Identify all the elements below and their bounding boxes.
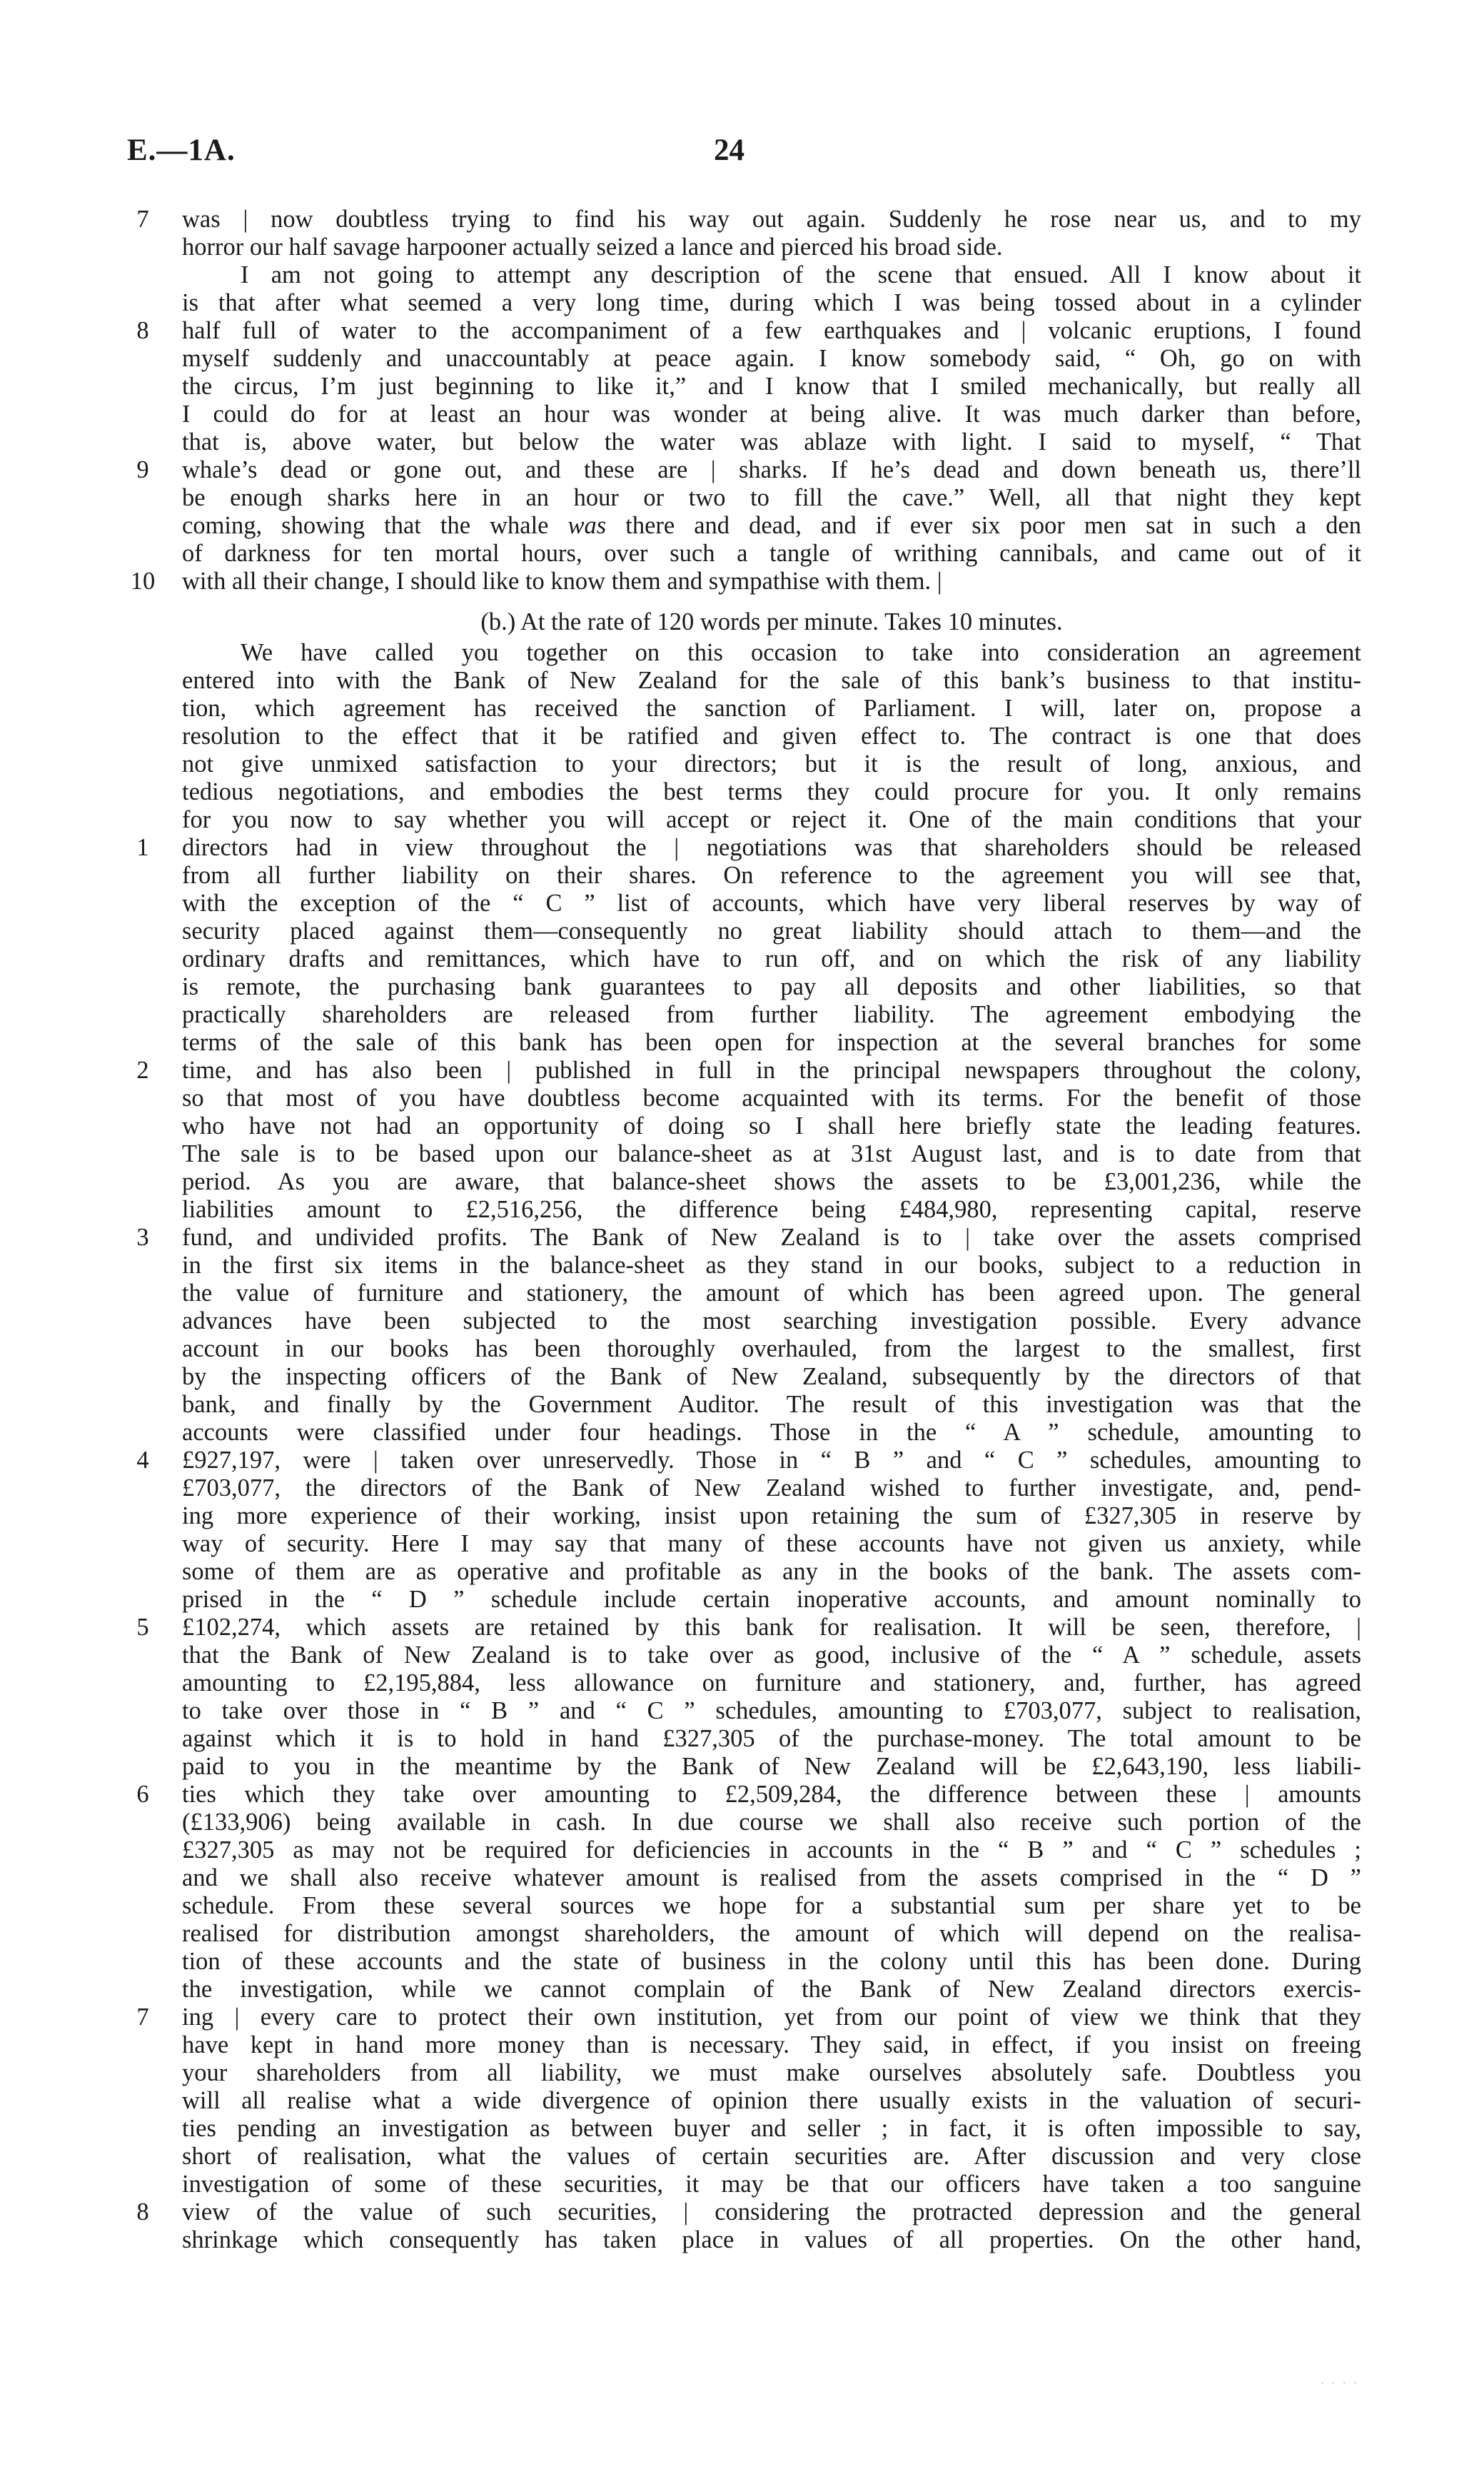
text-line: ties pending an investigation as between buyer and seller ; in fact, it is often impossible to say,: [182, 2115, 1361, 2142]
margin-number: 1: [136, 834, 149, 861]
text-line: your shareholders from all liability, we must make ourselves absolutely safe. Doubtless you: [182, 2059, 1361, 2086]
text-line: short of realisation, what the values of certain securities are. After discussion and very close: [182, 2143, 1361, 2170]
text-line: of darkness for ten mortal hours, over such a tangle of writhing cannibals, and came out of it: [182, 540, 1361, 567]
text-line: the investigation, while we cannot complain of the Bank of New Zealand directors exercis-: [182, 1976, 1361, 2003]
text-line: whale’s dead or gone out, and these are | sharks. If he’s dead and down beneath us, there’ll: [182, 456, 1361, 483]
text-line: account in our books has been thoroughly overhauled, from the largest to the smallest, first: [182, 1335, 1361, 1362]
text-line: to take over those in “ B ” and “ C ” schedules, amounting to £703,077, subject to realisation,: [182, 1697, 1361, 1724]
text-line: with all their change, I should like to know them and sympathise with them. |: [182, 568, 942, 595]
margin-number: 5: [136, 1614, 149, 1641]
text-line: tedious negotiations, and embodies the best terms they could procure for you. It only remains: [182, 778, 1361, 805]
text-line: accounts were classified under four headings. Those in the “ A ” schedule, amounting to: [182, 1419, 1361, 1446]
text-line: in the first six items in the balance-sheet as they stand in our books, subject to a reduction in: [182, 1252, 1361, 1279]
text-line: was | now doubtless trying to find his way out again. Suddenly he rose near us, and to my: [182, 206, 1361, 233]
text-line: entered into with the Bank of New Zealand for the sale of this bank’s business to that institu-: [182, 667, 1361, 694]
text-line: We have called you together on this occasion to take into consideration an agreement: [241, 639, 1361, 666]
text-line: some of them are as operative and profitable as any in the books of the bank. The assets com-: [182, 1558, 1361, 1585]
text-line: with the exception of the “ C ” list of accounts, which have very liberal reserves by way of: [182, 890, 1361, 917]
text-line: is remote, the purchasing bank guarantees to pay all deposits and other liabilities, so that: [182, 973, 1361, 1000]
text-line: ties which they take over amounting to £2,509,284, the difference between these | amounts: [182, 1781, 1361, 1808]
text-line: ing more experience of their working, insist upon retaining the sum of £327,305 in reserve by: [182, 1502, 1361, 1529]
margin-number: 8: [136, 2198, 149, 2226]
text-segment: coming, showing that the whale: [182, 512, 549, 539]
text-line: terms of the sale of this bank has been open for inspection at the several branches for some: [182, 1029, 1361, 1056]
text-line: bank, and finally by the Government Auditor. The result of this investigation was that the: [182, 1391, 1361, 1418]
text-line: (£133,906) being available in cash. In due course we shall also receive such portion of the: [182, 1809, 1361, 1836]
text-line: period. As you are aware, that balance-sheet shows the assets to be £3,001,236, while the: [182, 1168, 1361, 1195]
text-line: from all further liability on their shares. On reference to the agreement you will see that,: [182, 862, 1361, 889]
text-line: paid to you in the meantime by the Bank of New Zealand will be £2,643,190, less liabili-: [182, 1753, 1361, 1780]
text-line: and we shall also receive whatever amount is realised from the assets comprised in the “ D ”: [182, 1864, 1361, 1891]
text-line: the circus, I’m just beginning to like it,” and I know that I smiled mechanically, but really all: [182, 373, 1361, 400]
text-line: half full of water to the accompaniment of a few earthquakes and | volcanic eruptions, I found: [182, 317, 1361, 344]
margin-number: 3: [136, 1224, 149, 1251]
margin-number: 7: [136, 2003, 149, 2031]
text-line: will all realise what a wide divergence of opinion there usually exists in the valuation of securi-: [182, 2087, 1361, 2114]
text-line: is that after what seemed a very long time, during which I was being tossed about in a cylinder: [182, 289, 1361, 316]
text-line: myself suddenly and unaccountably at peace again. I know somebody said, “ Oh, go on with: [182, 345, 1361, 372]
text-line: so that most of you have doubtless become acquainted with its terms. For the benefit of those: [182, 1085, 1361, 1112]
text-line: I am not going to attempt any description of the scene that ensued. All I know about it: [241, 261, 1361, 288]
text-line: prised in the “ D ” schedule include certain inoperative accounts, and amount nominally to: [182, 1586, 1361, 1613]
paper-reference: E.—1A.: [127, 134, 236, 167]
text-line: against which it is to hold in hand £327,305 of the purchase-money. The total amount to be: [182, 1725, 1361, 1752]
margin-number: 7: [136, 206, 149, 233]
text-line: resolution to the effect that it be ratified and given effect to. The contract is one that does: [182, 723, 1361, 750]
text-line: that is, above water, but below the water was ablaze with light. I said to myself, “ That: [182, 428, 1361, 456]
section-b-heading: (b.) At the rate of 120 words per minute. Takes 10 minutes.: [480, 608, 1063, 635]
text-line: shrinkage which consequently has taken place in values of all properties. On the other hand,: [182, 2226, 1361, 2253]
text-line: £703,077, the directors of the Bank of New Zealand wished to further investigate, and, pend-: [182, 1474, 1361, 1502]
text-line: tion, which agreement has received the sanction of Parliament. I will, later on, propose a: [182, 695, 1361, 722]
text-line: practically shareholders are released from further liability. The agreement embodying the: [182, 1001, 1361, 1028]
running-head: [0, 133, 1484, 176]
text-line: £102,274, which assets are retained by this bank for realisation. It will be seen, therefore, |: [182, 1614, 1361, 1641]
text-line: for you now to say whether you will accept or reject it. One of the main conditions that your: [182, 806, 1361, 833]
text-line: realised for distribution amongst shareholders, the amount of which will depend on the realisa-: [182, 1920, 1361, 1947]
text-line: liabilities amount to £2,516,256, the difference being £484,980, representing capital, reserve: [182, 1196, 1361, 1223]
text-line: ordinary drafts and remittances, which have to run off, and on which the risk of any liability: [182, 945, 1361, 972]
text-line: fund, and undivided profits. The Bank of New Zealand is to | take over the assets comprised: [182, 1224, 1361, 1251]
text-line: security placed against them—consequently no great liability should attach to them—and the: [182, 917, 1361, 945]
text-line: amounting to £2,195,884, less allowance on furniture and stationery, and, further, has agreed: [182, 1669, 1361, 1696]
scan-artifact: · · · ·: [1321, 2378, 1360, 2390]
text-line: [182, 512, 1361, 540]
text-line: £327,305 as may not be required for deficiencies in accounts in the “ B ” and “ C ” schedules ;: [182, 1836, 1361, 1864]
text-line: I could do for at least an hour was wonder at being alive. It was much darker than before,: [182, 401, 1361, 428]
text-line: that the Bank of New Zealand is to take over as good, inclusive of the “ A ” schedule, assets: [182, 1641, 1361, 1669]
text-line: the value of furniture and stationery, the amount of which has been agreed upon. The general: [182, 1279, 1361, 1307]
text-line: investigation of some of these securities, it may be that our officers have taken a too sanguine: [182, 2171, 1361, 2198]
page-number: 24: [714, 134, 744, 167]
text-line: be enough sharks here in an hour or two to fill the cave.” Well, all that night they kept: [182, 484, 1361, 511]
text-line: view of the value of such securities, | considering the protracted depression and the general: [182, 2198, 1361, 2226]
text-line: ing | every care to protect their own institution, yet from our point of view we think that they: [182, 2003, 1361, 2031]
text-line: schedule. From these several sources we hope for a substantial sum per share yet to be: [182, 1892, 1361, 1919]
margin-number: 8: [136, 317, 149, 344]
text-line: time, and has also been | published in full in the principal newspapers throughout the colony,: [182, 1057, 1361, 1084]
text-line: directors had in view throughout the | negotiations was that shareholders should be released: [182, 834, 1361, 861]
text-line: advances have been subjected to the most searching investigation possible. Every advance: [182, 1307, 1361, 1334]
text-line: have kept in hand more money than is necessary. They said, in effect, if you insist on freeing: [182, 2031, 1361, 2058]
italic-word: was: [567, 512, 607, 539]
text-line: horror our half savage harpooner actually seized a lance and pierced his broad side.: [182, 233, 1003, 261]
margin-number: 6: [136, 1781, 149, 1808]
text-line: way of security. Here I may say that many of these accounts have not given us anxiety, while: [182, 1530, 1361, 1557]
text-line: tion of these accounts and the state of business in the colony until this has been done. During: [182, 1948, 1361, 1975]
text-line: who have not had an opportunity of doing so I shall here briefly state the leading features.: [182, 1112, 1361, 1140]
text-line: The sale is to be based upon our balance-sheet as at 31st August last, and is to date from that: [182, 1140, 1361, 1167]
margin-number: 4: [136, 1447, 149, 1474]
text-line: by the inspecting officers of the Bank of New Zealand, subsequently by the directors of that: [182, 1363, 1361, 1390]
margin-number: 2: [136, 1057, 149, 1084]
text-line: £927,197, were | taken over unreservedly. Those in “ B ” and “ C ” schedules, amounting to: [182, 1447, 1361, 1474]
text-line: not give unmixed satisfaction to your directors; but it is the result of long, anxious, and: [182, 750, 1361, 778]
margin-number: 10: [130, 568, 156, 595]
text-segment: there and dead, and if ever six poor men sat in such a den: [625, 512, 1362, 539]
margin-number: 9: [136, 456, 149, 483]
